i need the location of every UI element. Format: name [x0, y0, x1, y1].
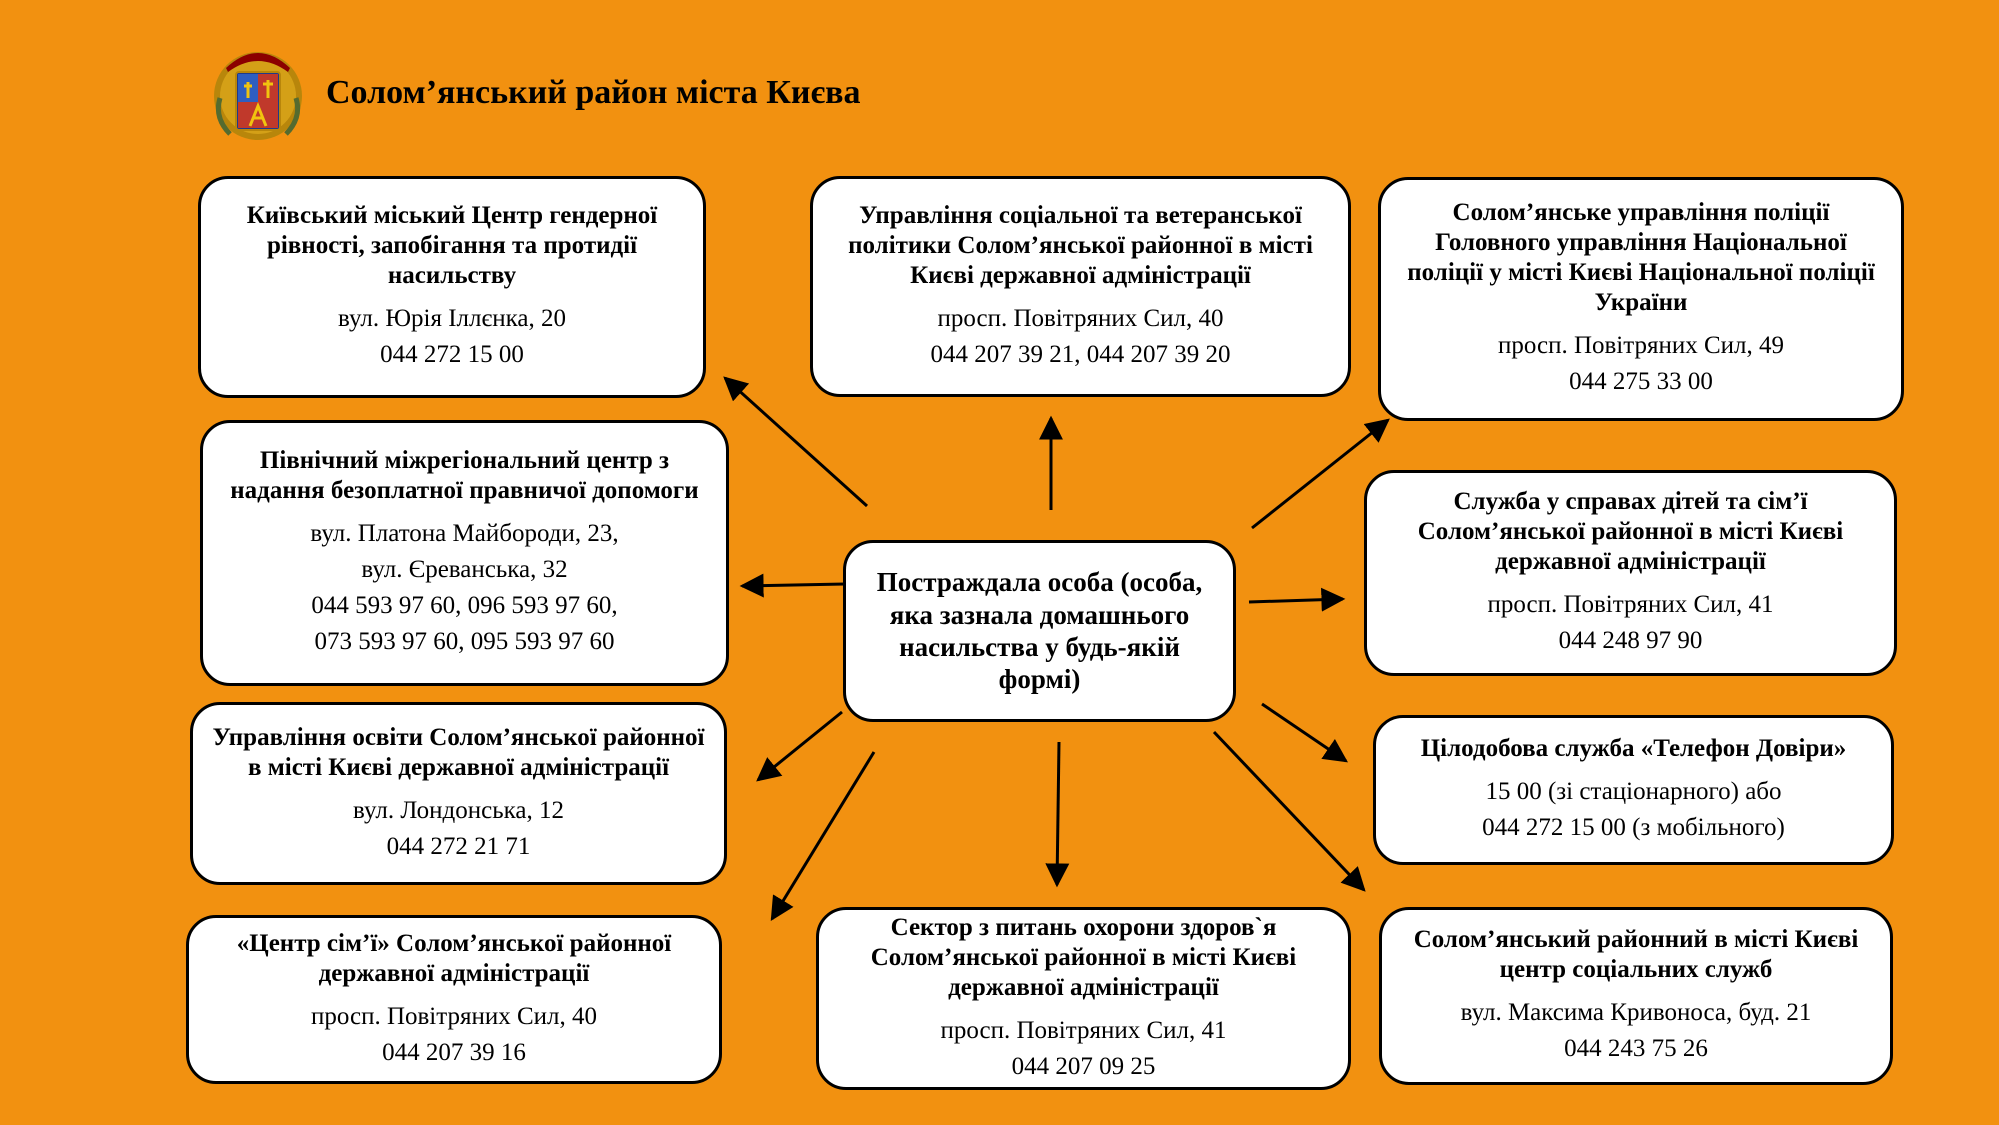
family-center-box — [186, 915, 722, 1084]
box-line: 044 272 15 00 — [380, 341, 524, 368]
social-policy-box — [810, 176, 1351, 397]
box-title: Солом’янське управління поліції Головного управління Національної поліції у місті Києві Національної поліції України — [1407, 199, 1875, 316]
legal-aid-box — [200, 420, 729, 686]
box-title: Цілодобова служба «Телефон Довіри» — [1420, 735, 1847, 762]
box-line: 044 243 75 26 — [1564, 1035, 1708, 1062]
box-title: Служба у справах дітей та сім’ї Солом’янської районної в місті Києві державної адміністрації — [1417, 488, 1844, 575]
arrow-8 — [772, 752, 874, 919]
page-title: Солом’янський район міста Києва — [326, 74, 861, 111]
box-line: 044 275 33 00 — [1569, 368, 1713, 395]
box-title: «Центр сім’ї» Солом’янської районної державної адміністрації — [236, 929, 672, 987]
children-family-box — [1364, 470, 1897, 676]
arrow-1 — [725, 378, 867, 506]
box-title: Київський міський Центр гендерної рівності, запобігання та протидії насильству — [246, 202, 658, 289]
box-line: 044 207 39 16 — [382, 1038, 526, 1066]
police-box — [1378, 177, 1904, 421]
box-line: просп. Повітряних Сил, 41 — [940, 1016, 1227, 1044]
arrow-4 — [742, 584, 845, 586]
health-sector-box — [816, 907, 1351, 1090]
box-line: вул. Юрія Іллєнка, 20 — [338, 305, 566, 332]
arrow-6 — [758, 712, 842, 780]
box-line: вул. Платона Майбороди, 23, — [310, 520, 619, 547]
box-title: Сектор з питань охорони здоров`я Солом’янської районної в місті Києві державної адміністрації — [870, 913, 1297, 1001]
arrow-7 — [1262, 704, 1346, 761]
box-title: Північний міжрегіональний центр з надання безоплатної правничої допомоги — [230, 447, 699, 504]
social-services-box — [1379, 907, 1893, 1085]
arrow-10 — [1214, 732, 1364, 890]
box-line: 044 272 15 00 (з мобільного) — [1482, 814, 1785, 841]
box-line: просп. Повітряних Сил, 40 — [937, 304, 1224, 332]
gender-center-box — [198, 176, 706, 398]
box-line: 044 207 09 25 — [1011, 1052, 1156, 1080]
box-line: вул. Єреванська, 32 — [361, 556, 568, 583]
box-line: 044 272 21 71 — [386, 832, 531, 860]
box-line: вул. Максима Кривоноса, буд. 21 — [1460, 999, 1812, 1026]
education-box — [190, 702, 727, 885]
box-line: просп. Повітряних Сил, 41 — [1487, 591, 1774, 618]
arrow-5 — [1249, 599, 1343, 602]
box-line: просп. Повітряних Сил, 49 — [1497, 332, 1785, 359]
box-line: 044 248 97 90 — [1558, 627, 1703, 654]
box-line: просп. Повітряних Сил, 40 — [310, 1002, 598, 1030]
box-line: 073 593 97 60, 095 593 97 60 — [314, 628, 615, 655]
box-line: 044 593 97 60, 096 593 97 60, — [311, 592, 618, 619]
box-title: Управління соціальної та ветеранської політики Солом’янської районної в місті Києві державної адміністрації — [848, 201, 1313, 289]
box-line: вул. Лондонська, 12 — [353, 796, 564, 824]
arrow-9 — [1057, 742, 1059, 885]
box-line: 15 00 (зі стаціонарного) або — [1485, 778, 1782, 805]
center-title: Постраждала особа (особа, яка зазнала домашнього насильства у будь-якій формі) — [876, 567, 1203, 695]
hotline-box — [1373, 715, 1894, 865]
victim-center-box — [843, 540, 1236, 722]
box-title: Управління освіти Солом’янської районної в місті Києві державної адміністрації — [212, 723, 705, 781]
box-title: Солом’янський районний в місті Києві центр соціальних служб — [1413, 926, 1859, 983]
box-line: 044 207 39 21, 044 207 39 20 — [930, 340, 1231, 368]
